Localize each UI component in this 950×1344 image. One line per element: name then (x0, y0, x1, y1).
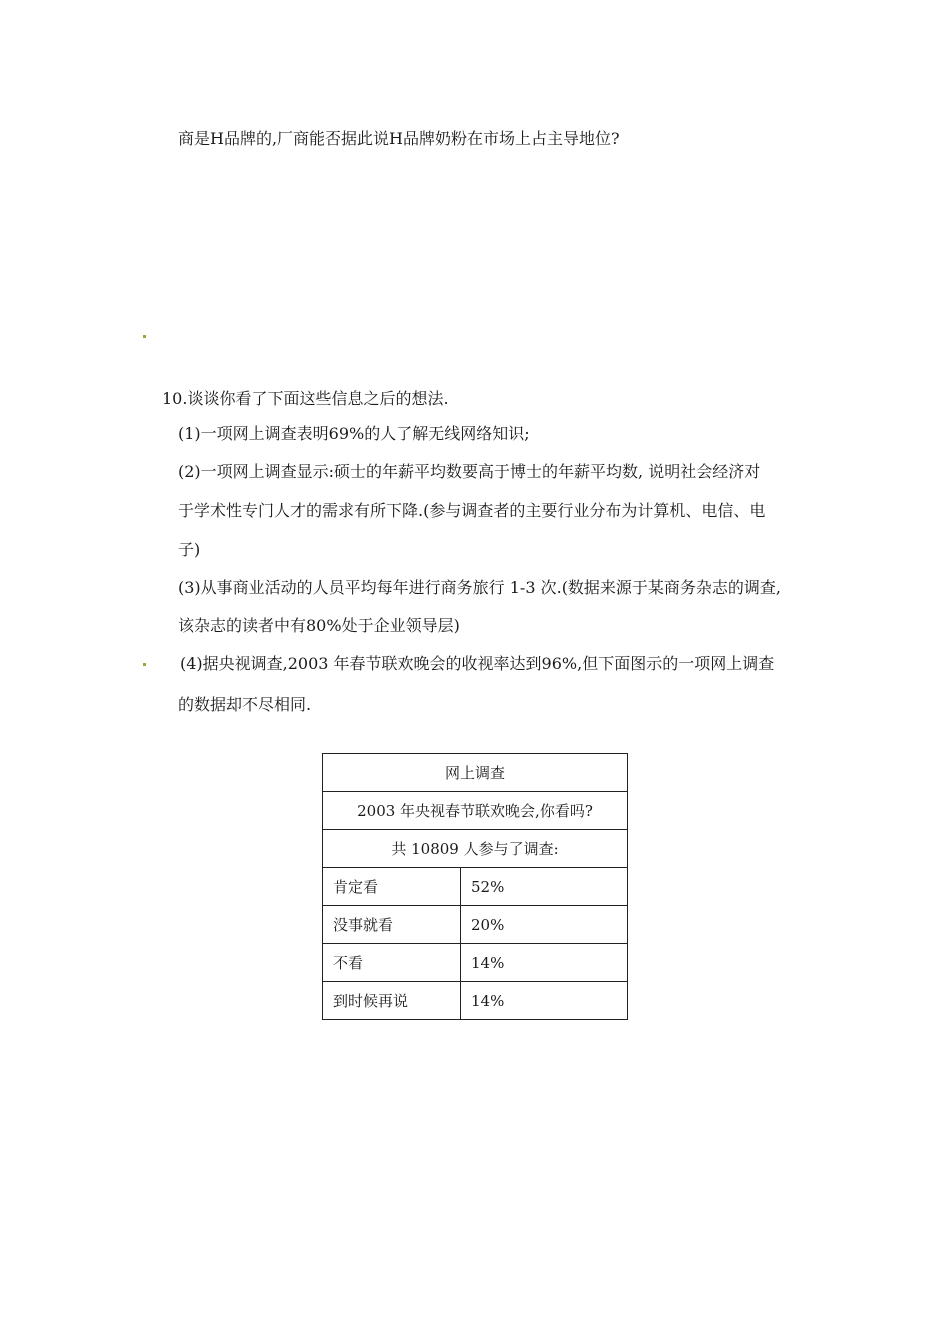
option-cell: 没事就看 (323, 906, 461, 944)
question-10-item-2-line-3: 子) (178, 540, 201, 559)
question-10-title: 10.谈谈你看了下面这些信息之后的想法. (162, 389, 449, 408)
survey-title: 网上调查 (323, 754, 628, 792)
question-10-item-3-line-2: 该杂志的读者中有80%处于企业领导层) (178, 616, 460, 635)
survey-participants: 共 10809 人参与了调查: (323, 830, 628, 868)
option-cell: 到时候再说 (323, 982, 461, 1020)
table-row (323, 830, 628, 868)
table-row (323, 792, 628, 830)
question-10-item-4-line-1: (4)据央视调查,2003 年春节联欢晚会的收视率达到96%,但下面图示的一项网上调查 (180, 654, 775, 673)
question-10-item-2-line-1: (2)一项网上调查显示:硕士的年薪平均数要高于博士的年薪平均数, 说明社会经济对 (178, 462, 761, 481)
question-10-item-2-line-2: 于学术性专门人才的需求有所下降.(参与调查者的主要行业分布为计算机、电信、电 (178, 501, 766, 520)
scan-speck (143, 335, 146, 338)
percent-cell: 14% (461, 944, 628, 982)
scan-speck (143, 663, 146, 666)
question-10-item-1: (1)一项网上调查表明69%的人了解无线网络知识; (178, 424, 530, 443)
survey-table (322, 753, 628, 1020)
survey-question: 2003 年央视春节联欢晚会,你看吗? (323, 792, 628, 830)
table-row (323, 906, 628, 944)
option-cell: 肯定看 (323, 868, 461, 906)
question-10-item-3-line-1: (3)从事商业活动的人员平均每年进行商务旅行 1-3 次.(数据来源于某商务杂志的调查, (178, 578, 782, 597)
percent-cell: 52% (461, 868, 628, 906)
previous-question-tail: 商是H品牌的,厂商能否据此说H品牌奶粉在市场上占主导地位? (178, 129, 620, 148)
question-10-item-4-line-2: 的数据却不尽相同. (178, 695, 312, 714)
option-cell: 不看 (323, 944, 461, 982)
table-row (323, 944, 628, 982)
percent-cell: 14% (461, 982, 628, 1020)
percent-cell: 20% (461, 906, 628, 944)
table-row (323, 982, 628, 1020)
table-row (323, 868, 628, 906)
table-row (323, 754, 628, 792)
